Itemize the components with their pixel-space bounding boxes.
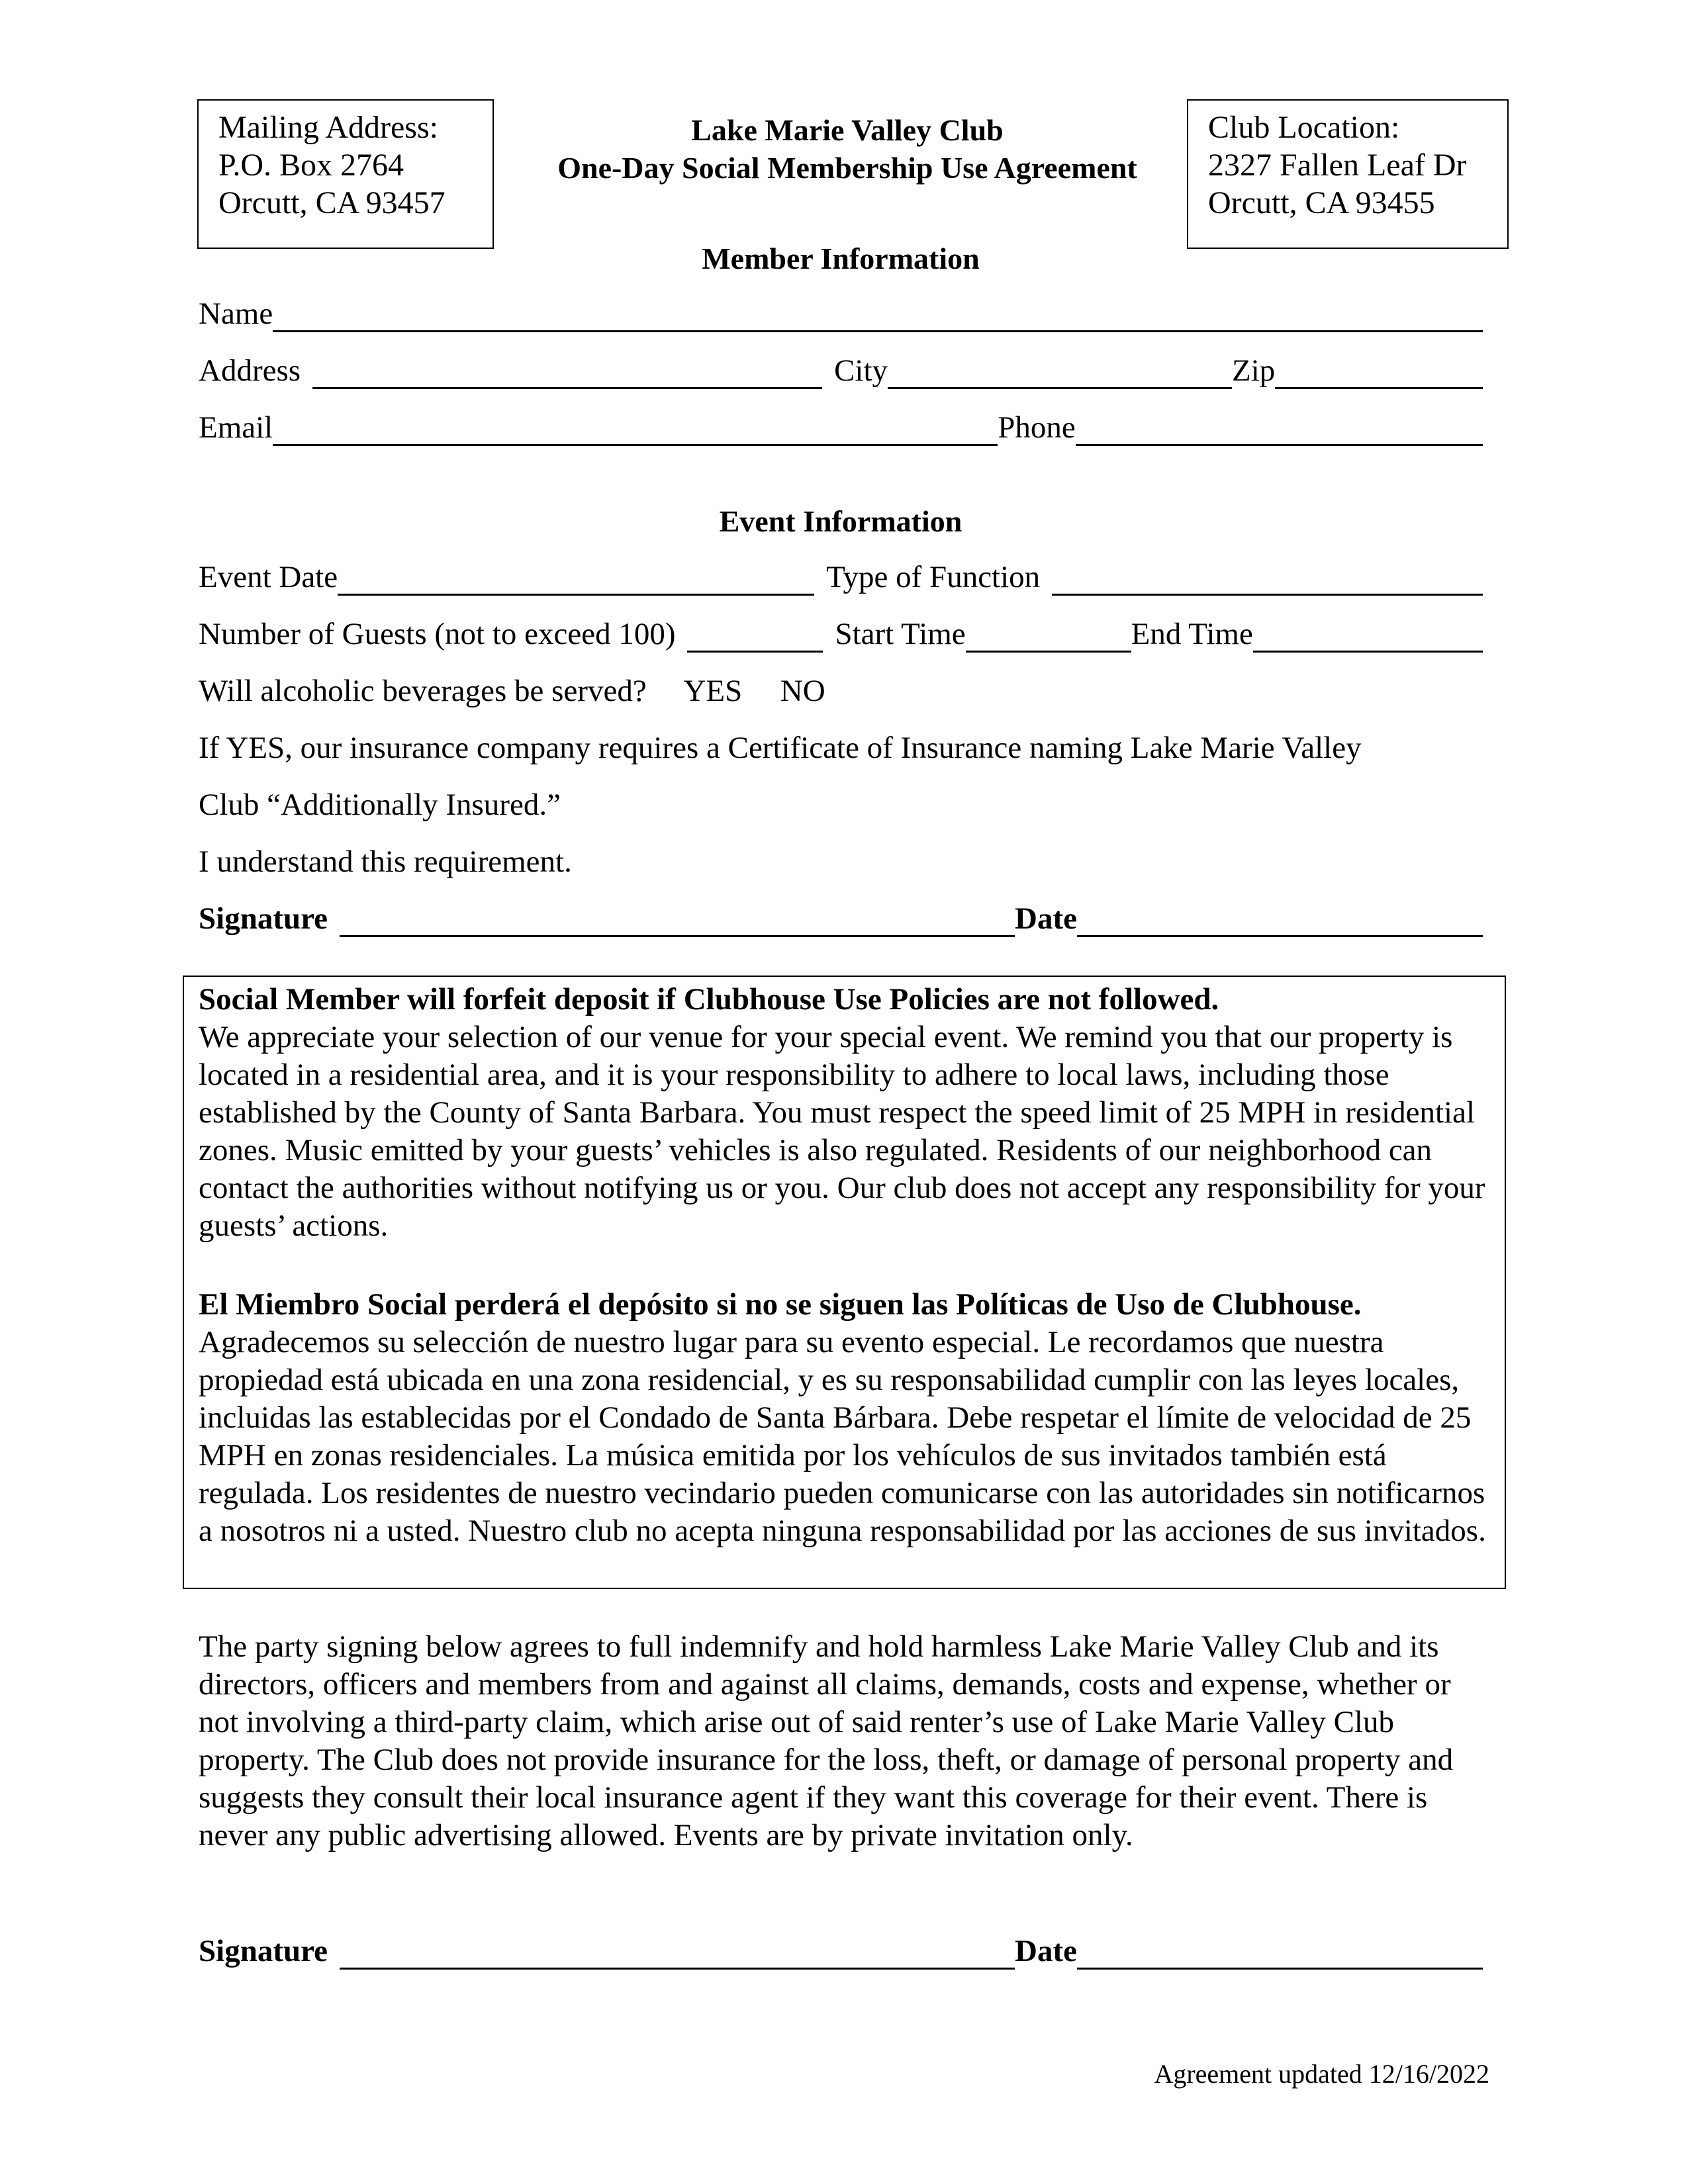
insurance-line-1: If YES, our insurance company requires a Certificate of Insurance naming Lake Marie Valley (199, 731, 1362, 765)
policy-spanish (199, 1286, 1496, 1550)
indemnity-paragraph: The party signing below agrees to full indemnify and hold harmless Lake Marie Valley Club and its directors, officers and members from and against all claims, demands, costs and expense, whether or not involving a third-party claim, which arise out of said renter’s use of Lake Marie Valley Club property. The Club does not provide insurance for the loss, theft, or damage of personal property and suggests they consult their local insurance agent if they want this coverage for their event. There is never any public advertising allowed. Events are by private invitation only. (199, 1629, 1454, 1852)
member-info-title: Member Information (702, 242, 980, 275)
name-label: Name (199, 296, 273, 331)
club-location-label: Club Location: (1208, 110, 1400, 145)
email-field[interactable] (273, 414, 998, 446)
club-location-box (1187, 99, 1509, 249)
phone-label: Phone (998, 410, 1076, 445)
end-time-label: End Time (1131, 617, 1253, 651)
mailing-address-box (197, 99, 494, 249)
event-signature-field[interactable] (340, 905, 1015, 937)
club-location-line2: Orcutt, CA 93455 (1208, 185, 1435, 220)
club-location-line1: 2327 Fallen Leaf Dr (1208, 148, 1467, 183)
mailing-address-line2: Orcutt, CA 93457 (218, 185, 445, 220)
policy-spanish-heading: El Miembro Social perderá el depósito si no se siguen las Políticas de Uso de Clubhouse. (199, 1287, 1362, 1322)
address-field[interactable] (312, 357, 822, 389)
zip-label: Zip (1232, 353, 1276, 388)
event-signature-label: Signature (199, 901, 328, 936)
alcohol-question-row (199, 672, 825, 709)
email-row (199, 408, 1483, 446)
city-field[interactable] (888, 357, 1232, 389)
event-date-field[interactable] (338, 563, 814, 596)
guests-field[interactable] (687, 620, 823, 653)
start-time-field[interactable] (966, 620, 1131, 653)
event-date-row (199, 557, 1483, 596)
event-signature-date-field[interactable] (1077, 905, 1483, 937)
phone-field[interactable] (1076, 414, 1483, 446)
city-label: City (834, 353, 888, 388)
agreement-updated-note: Agreement updated 12/16/2022 (1154, 2059, 1489, 2089)
end-time-field[interactable] (1253, 620, 1483, 653)
event-info-title: Event Information (719, 504, 962, 538)
mailing-address-label: Mailing Address: (218, 110, 438, 145)
form-title: One-Day Social Membership Use Agreement (557, 151, 1137, 185)
email-label: Email (199, 410, 273, 445)
policy-english (199, 981, 1496, 1245)
alcohol-question: Will alcoholic beverages be served? (199, 674, 647, 708)
guests-row (199, 614, 1483, 653)
indemnity-signature-row (199, 1931, 1483, 1970)
event-date-label: Event Date (199, 560, 338, 594)
policy-english-heading: Social Member will forfeit deposit if Clubhouse Use Policies are not followed. (199, 982, 1219, 1017)
alcohol-no-option[interactable]: NO (780, 674, 825, 708)
indemnity-signature-label: Signature (199, 1934, 328, 1968)
indemnity-date-field[interactable] (1077, 1937, 1483, 1970)
mailing-address-line1: P.O. Box 2764 (218, 148, 404, 183)
event-signature-row (199, 899, 1483, 937)
start-time-label: Start Time (835, 617, 966, 651)
understand-statement: I understand this requirement. (199, 844, 572, 879)
name-field[interactable] (273, 300, 1483, 332)
guests-label: Number of Guests (not to exceed 100) (199, 617, 676, 651)
address-label: Address (199, 353, 301, 388)
name-row (199, 294, 1483, 332)
zip-field[interactable] (1275, 357, 1483, 389)
alcohol-yes-option[interactable]: YES (683, 674, 743, 708)
event-signature-date-label: Date (1015, 901, 1077, 936)
address-row (199, 351, 1483, 389)
policy-english-body: We appreciate your selection of our venue for your special event. We remind you that our property is located in a residential area, and it is your responsibility to adhere to local laws, including those established by the County of Santa Barbara. You must respect the speed limit of 25 MPH in residential zones. Music emitted by your guests’ vehicles is also regulated. Residents of our neighborhood can contact the authorities without notifying us or you. Our club does not accept any responsibility for your guests’ actions. (199, 1020, 1485, 1243)
insurance-line-2: Club “Additionally Insured.” (199, 788, 561, 822)
indemnity-date-label: Date (1015, 1934, 1077, 1968)
function-type-field[interactable] (1052, 563, 1483, 596)
indemnity-signature-field[interactable] (340, 1937, 1015, 1970)
club-name: Lake Marie Valley Club (691, 113, 1004, 147)
function-type-label: Type of Function (826, 560, 1041, 594)
policy-spanish-body: Agradecemos su selección de nuestro lugar para su evento especial. Le recordamos que nuestra propiedad está ubicada en una zona residencial, y es su responsabilidad cumplir con las leyes locales, incluidas las establecidas por el Condado de Santa Bárbara. Debe respetar el límite de velocidad de 25 MPH en zonas residenciales. La música emitida por los vehículos de sus invitados también está regulada. Los residentes de nuestro vecindario pueden comunicarse con las autoridades sin notificarnos a nosotros ni a usted. Nuestro club no acepta ninguna responsabilidad por las acciones de sus invitados. (199, 1325, 1486, 1548)
